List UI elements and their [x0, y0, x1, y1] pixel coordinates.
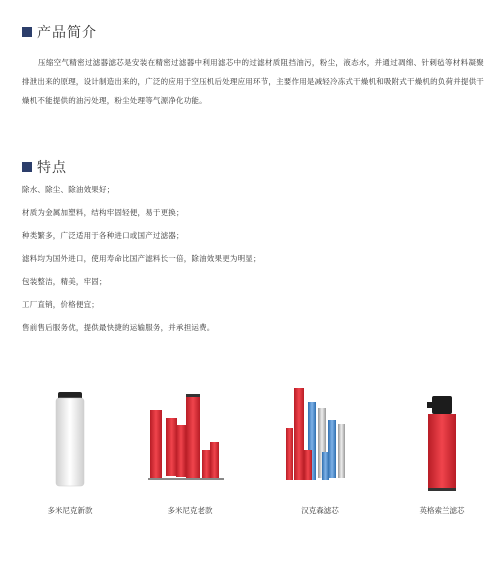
feature-item: 除水、除尘、除油效果好；	[22, 185, 115, 194]
feature-item: 滤料均为国外进口，使用寿命比国产滤料长一倍，除油效果更为明显；	[22, 254, 261, 263]
section-title-features	[22, 157, 67, 177]
red-filter-black-cap-image	[392, 380, 492, 500]
features-list	[22, 186, 482, 347]
intro-paragraph: 压缩空气精密过滤器滤芯是安装在精密过滤器中利用滤芯中的过滤材质阻挡油污，粉尘，液态水，并通过凋绵、针刺毡等材料凝聚排泄出来的原理，设计制造出来的，广泛的应用于空压机后处理应用环节，主要作用是减轻冷冻式干燥机和吸附式干燥机的负荷并提供干燥机不能提供的油污处理，粉尘处理等气源净化功能。	[22, 58, 484, 105]
section-title-intro	[22, 22, 97, 42]
title-square-icon	[22, 27, 32, 37]
product-card[interactable]	[140, 380, 240, 520]
red-filters-image	[140, 380, 240, 500]
white-filter-image	[20, 380, 120, 500]
product-card[interactable]	[270, 380, 370, 520]
mixed-filters-image	[270, 380, 370, 500]
product-card[interactable]	[392, 380, 492, 520]
product-caption: 多米尼克新款	[47, 506, 93, 515]
feature-item: 材质为金属加塑料，结构牢固轻便，易于更换；	[22, 208, 184, 217]
feature-item: 售前售后服务优，提供最快捷的运输服务，并承担运费。	[22, 323, 215, 332]
product-caption: 英格索兰滤芯	[419, 506, 465, 515]
feature-item: 种类繁多，广泛适用于各种进口或国产过滤器；	[22, 231, 184, 240]
section-title-features-text: 特点	[37, 160, 67, 176]
title-square-icon	[22, 162, 32, 172]
product-caption: 汉克森滤芯	[301, 506, 339, 515]
feature-item: 工厂直销，价格便宜；	[22, 300, 99, 309]
product-caption: 多米尼克老款	[167, 506, 213, 515]
section-title-intro-text: 产品简介	[37, 25, 97, 41]
product-card[interactable]	[20, 380, 120, 520]
feature-item: 包装整洁，精美，牢固；	[22, 277, 107, 286]
